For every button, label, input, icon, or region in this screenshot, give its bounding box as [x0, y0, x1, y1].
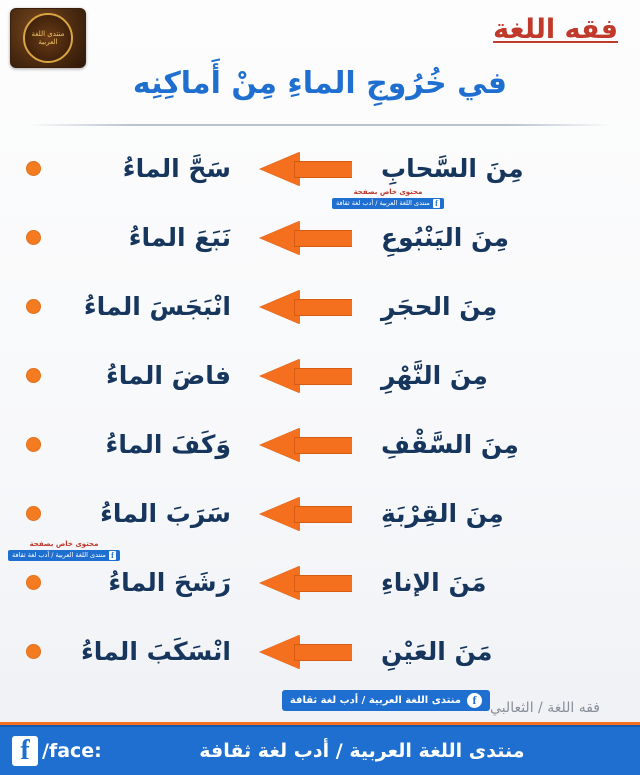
header — [0, 0, 640, 128]
arrow-shape — [260, 152, 352, 186]
source-attribution: فقه اللغة / الثعالبي — [490, 700, 600, 716]
list-item — [16, 272, 624, 341]
list-item — [16, 134, 624, 203]
watermark-top — [332, 188, 444, 209]
footer — [0, 725, 640, 775]
watermark-bar-text: منتدى اللغة العربية / أدب لغة ثقافة — [336, 199, 430, 207]
watermark-bar — [332, 198, 444, 209]
arrow-shape — [260, 290, 352, 324]
list-item — [16, 341, 624, 410]
arrow-shape — [260, 428, 352, 462]
bullet-icon — [26, 575, 41, 590]
forum-logo — [10, 8, 86, 68]
verb-phrase: وَكَفَ الماءُ — [105, 430, 231, 459]
arrow-shaft — [294, 368, 352, 385]
footer-title: منتدى اللغة العربية / أدب لغة ثقافة — [199, 740, 525, 762]
verb-phrase: فاضَ الماءُ — [106, 361, 231, 390]
arrow-left-icon — [231, 497, 381, 531]
watermark-wide-text: منتدى اللغة العربية / أدب لغة ثقافة — [289, 695, 461, 706]
facebook-link[interactable] — [0, 736, 102, 766]
page-subtitle: في خُرُوجِ الماءِ مِنْ أَماكِنِه — [132, 66, 508, 101]
watermark-wide — [282, 690, 490, 711]
arrow-left-icon — [231, 566, 381, 600]
bullet-icon — [26, 506, 41, 521]
watermark-title: محتوى خاص بصفحة — [29, 540, 99, 548]
facebook-icon: f — [467, 693, 482, 708]
source-phrase: مَنَ الإناءِ — [381, 568, 487, 597]
arrow-shape — [260, 497, 352, 531]
header-divider — [28, 124, 612, 126]
list-item — [16, 203, 624, 272]
page-title-text: فقه اللغة — [493, 14, 618, 45]
watermark-mid — [8, 540, 120, 561]
bullet-icon — [26, 644, 41, 659]
verb-phrase: انْسَكَبَ الماءُ — [81, 637, 231, 666]
verb-phrase: سَحَّ الماءُ — [122, 154, 231, 183]
arrow-left-icon — [231, 152, 381, 186]
arrow-shaft — [294, 575, 352, 592]
source-phrase: مِنَ اليَنْبُوعِ — [381, 223, 510, 252]
bullet-icon — [26, 437, 41, 452]
list-item — [16, 617, 624, 686]
arrow-shaft — [294, 299, 352, 316]
verb-phrase: انْبَجَسَ الماءُ — [83, 292, 231, 321]
watermark-bar-text: منتدى اللغة العربية / أدب لغة ثقافة — [12, 551, 106, 559]
arrow-left-icon — [231, 359, 381, 393]
source-phrase: مِنَ القِرْبَةِ — [381, 499, 504, 528]
arrow-left-icon — [231, 290, 381, 324]
bullet-icon — [26, 368, 41, 383]
source-phrase: مِنَ الحجَرِ — [381, 292, 498, 321]
arrow-shape — [260, 221, 352, 255]
facebook-icon: f — [12, 736, 38, 766]
arrow-shaft — [294, 161, 352, 178]
source-phrase: مِنَ السَّقْفِ — [381, 430, 519, 459]
bullet-icon — [26, 299, 41, 314]
arrow-left-icon — [231, 635, 381, 669]
arrow-shape — [260, 635, 352, 669]
entry-list — [0, 134, 640, 686]
arrow-shaft — [294, 230, 352, 247]
facebook-label: /face: — [42, 740, 102, 762]
source-phrase: مِنَ النَّهْرِ — [381, 361, 488, 390]
watermark-bar — [8, 550, 120, 561]
arrow-shape — [260, 566, 352, 600]
arrow-shaft — [294, 437, 352, 454]
list-item — [16, 479, 624, 548]
source-phrase: مِنَ السَّحابِ — [381, 154, 524, 183]
arrow-shaft — [294, 644, 352, 661]
logo-text: منتدى اللغة العربية — [31, 30, 65, 46]
verb-phrase: رَشَحَ الماءُ — [108, 568, 231, 597]
bullet-icon — [26, 161, 41, 176]
page-title — [493, 14, 618, 45]
watermark-title: محتوى خاص بصفحة — [353, 188, 423, 196]
arrow-left-icon — [231, 428, 381, 462]
arrow-shape — [260, 359, 352, 393]
facebook-icon: f — [433, 199, 440, 208]
bullet-icon — [26, 230, 41, 245]
arrow-shaft — [294, 506, 352, 523]
verb-phrase: سَرَبَ الماءُ — [100, 499, 231, 528]
list-item — [16, 410, 624, 479]
facebook-icon: f — [109, 551, 116, 560]
source-phrase: مَنَ العَيْنِ — [381, 637, 493, 666]
logo-ring — [23, 13, 73, 63]
arrow-left-icon — [231, 221, 381, 255]
verb-phrase: نَبَعَ الماءُ — [128, 223, 231, 252]
